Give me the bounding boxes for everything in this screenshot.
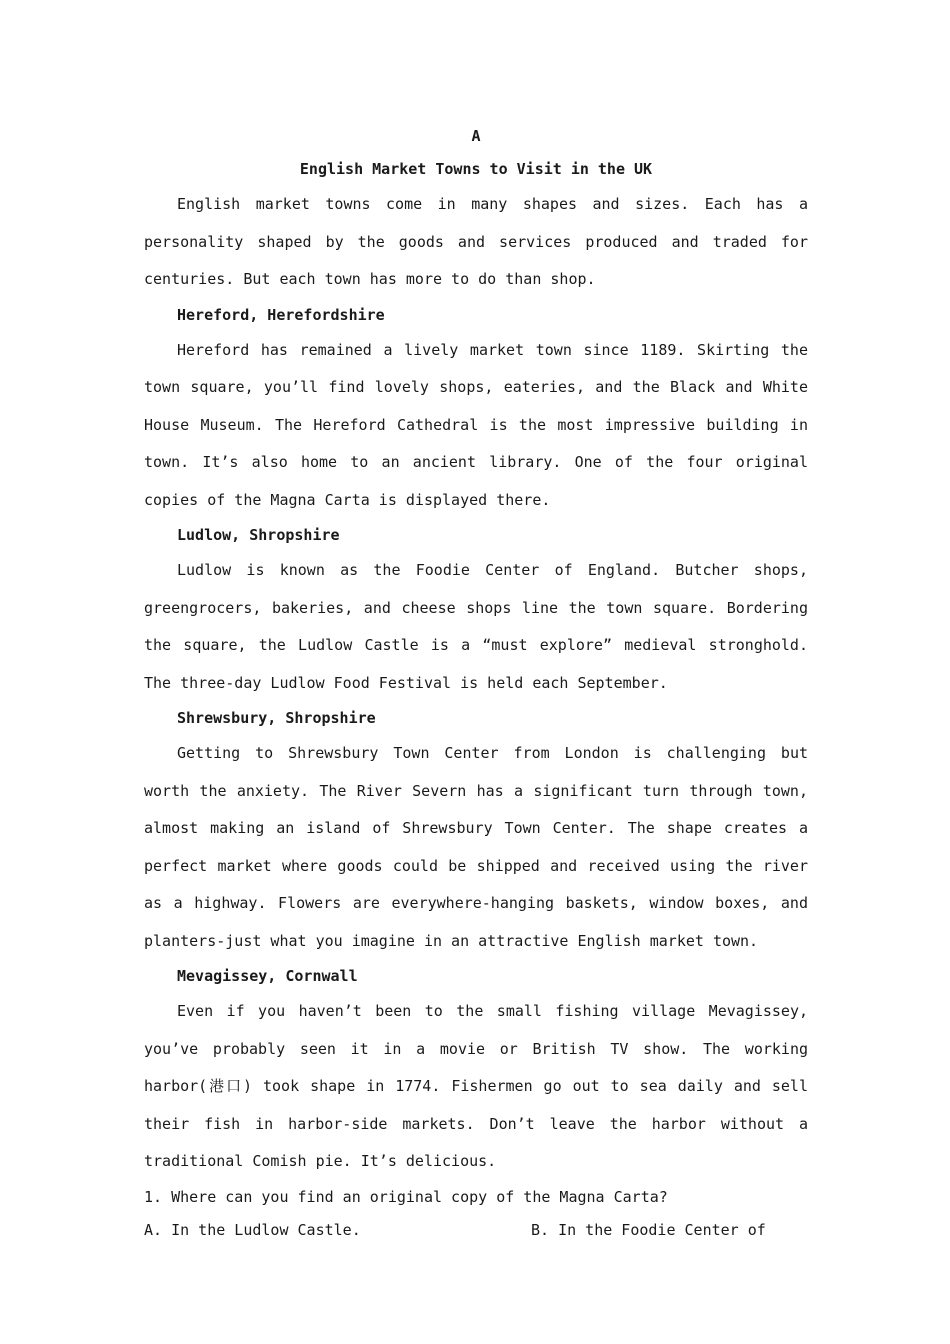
passage-title: English Market Towns to Visit in the UK [299, 160, 653, 178]
intro-paragraph: English market towns come in many shapes and sizes. Each has a personality shaped by the goods and services produced and traded for centuries. But each town has more to do than shop. [144, 195, 808, 288]
town-heading-shrewsbury: Shrewsbury, Shropshire [177, 709, 376, 727]
section-letter: A [471, 127, 481, 145]
town-heading-mevagissey: Mevagissey, Cornwall [177, 967, 358, 985]
town-paragraph-hereford: Hereford has remained a lively market town since 1189. Skirting the town square, you’ll find lovely shops, eateries, and the Black and White House Museum. The Hereford Cathedral is the most impressive building in town. It’s also home to an ancient library. One of the four original copies of the Magna Carta is displayed there. [144, 340, 808, 509]
question-1-options [144, 1214, 808, 1247]
question-1: 1. Where can you find an original copy of the Magna Carta? [144, 1187, 668, 1206]
town-heading-hereford: Hereford, Herefordshire [177, 305, 385, 324]
document-page [144, 120, 808, 1247]
option-b: B. In the Foodie Center of [531, 1220, 766, 1239]
town-paragraph-shrewsbury: Getting to Shrewsbury Town Center from London is challenging but worth the anxiety. The River Severn has a significant turn through town, almost making an island of Shrewsbury Town Center. The shape creates a perfect market where goods could be shipped and received using the river as a highway. Flowers are everywhere-hanging baskets, window boxes, and planters-just what you imagine in an attractive English market town. [144, 744, 808, 950]
town-heading-ludlow: Ludlow, Shropshire [177, 526, 340, 544]
town-paragraph-ludlow: Ludlow is known as the Foodie Center of England. Butcher shops, greengrocers, bakeries, and cheese shops line the town square. Bordering the square, the Ludlow Castle is a “must explore” medieval stronghold. The three-day Ludlow Food Festival is held each September. [144, 561, 808, 692]
option-a: A. In the Ludlow Castle. [144, 1220, 361, 1239]
town-paragraph-mevagissey: Even if you haven’t been to the small fishing village Mevagissey, you’ve probably seen it in a movie or British TV show. The working harbor(港口) took shape in 1774. Fishermen go out to sea daily and sell their fish in harbor-side markets. Don’t leave the harbor without a traditional Comish pie. It’s delicious. [144, 1002, 808, 1170]
